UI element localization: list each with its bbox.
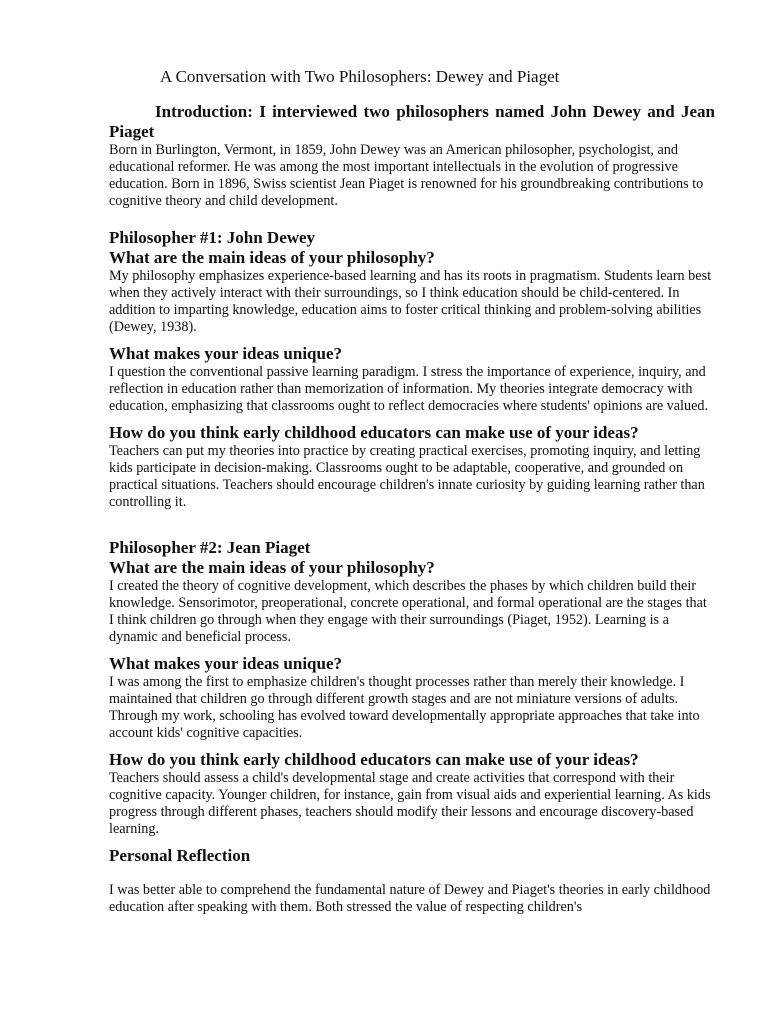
piaget-question-2: What makes your ideas unique? bbox=[109, 654, 343, 673]
dewey-heading: Philosopher #1: John Dewey bbox=[109, 228, 316, 247]
reflection-paragraph: I was better able to comprehend the fundamental nature of Dewey and Piaget's theories in early childhood education after speaking with them. Both stressed the value of respecting children's bbox=[109, 882, 711, 915]
piaget-answer-2: I was among the first to emphasize children's thought processes rather than merely their knowledge. I maintained that children go through different growth stages and are not miniature versions of adults. Through my work, schooling has evolved toward developmentally appropriate approaches that take into account kids' cognitive capacities. bbox=[109, 674, 700, 741]
dewey-answer-2: I question the conventional passive learning paradigm. I stress the importance of experience, inquiry, and reflection in education rather than memorization of information. My theories integrate democracy with education, emphasizing that classrooms ought to reflect democracies where students' opinions are valued. bbox=[109, 364, 709, 414]
intro-heading: Introduction: I interviewed two philosophers named John Dewey and Jean Piaget bbox=[109, 102, 715, 141]
intro-paragraph: Born in Burlington, Vermont, in 1859, John Dewey was an American philosopher, psychologist, and educational reformer. He was among the most important intellectuals in the evolution of progressive education. Born in 1896, Swiss scientist Jean Piaget is renowned for his groundbreaking contributions to cognitive theory and child development. bbox=[109, 142, 704, 209]
piaget-answer-3: Teachers should assess a child's developmental stage and create activities that correspond with their cognitive capacity. Younger children, for instance, gain from visual aids and experiential learning. As kids progress through different phases, teachers should modify their lessons and encourage discovery-based learning. bbox=[109, 770, 711, 837]
piaget-question-1: What are the main ideas of your philosophy? bbox=[109, 558, 435, 577]
dewey-answer-3: Teachers can put my theories into practice by creating practical exercises, promoting inquiry, and letting kids participate in decision-making. Classrooms ought to be adaptable, cooperative, and grounded on practical situations. Teachers should encourage children's innate curiosity by guiding learning rather than controlling it. bbox=[109, 443, 705, 510]
dewey-question-1: What are the main ideas of your philosophy? bbox=[109, 248, 435, 267]
piaget-question-3: How do you think early childhood educators can make use of your ideas? bbox=[109, 750, 639, 769]
piaget-heading: Philosopher #2: Jean Piaget bbox=[109, 538, 311, 557]
piaget-answer-1: I created the theory of cognitive development, which describes the phases by which children build their knowledge. Sensorimotor, preoperational, concrete operational, and formal operational are the stages that I think children go through when they engage with their surroundings (Piaget, 1952). Learning is a dynamic and beneficial process. bbox=[109, 578, 707, 645]
dewey-answer-1: My philosophy emphasizes experience-based learning and has its roots in pragmatism. Students learn best when they actively interact with their surroundings, so I think education should be child-centered. In addition to imparting knowledge, education aims to foster critical thinking and problem-solving abilities (Dewey, 1938). bbox=[109, 268, 712, 335]
document-page bbox=[109, 66, 715, 916]
dewey-question-3: How do you think early childhood educators can make use of your ideas? bbox=[109, 423, 639, 442]
dewey-question-2: What makes your ideas unique? bbox=[109, 344, 343, 363]
document-title: A Conversation with Two Philosophers: Dewey and Piaget bbox=[160, 67, 560, 86]
reflection-heading: Personal Reflection bbox=[109, 846, 251, 865]
